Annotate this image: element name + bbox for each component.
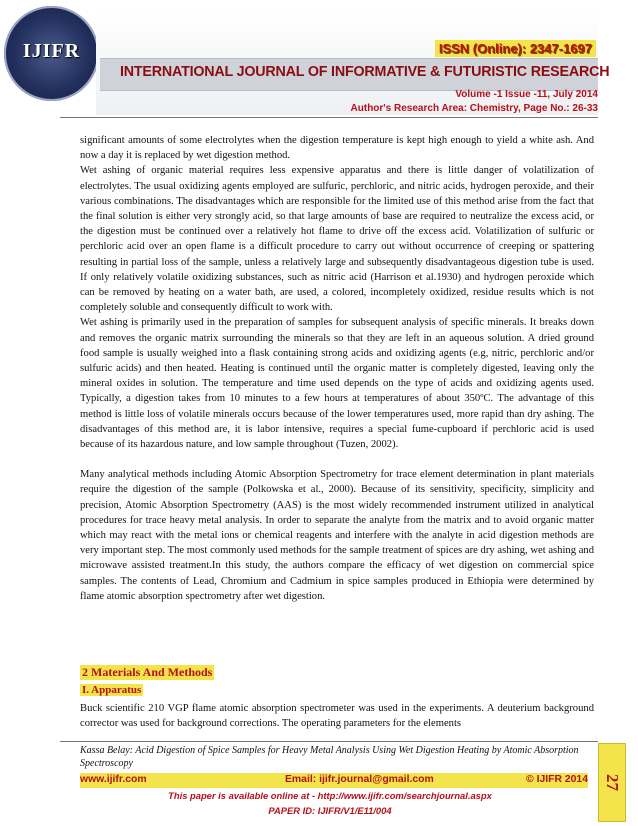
footer-citation: Kassa Belay: Acid Digestion of Spice Samples for Heavy Metal Analysis Using Wet Digestion Heating by Atomic Absorption Spectroscopy [80,745,579,769]
journal-logo [4,6,99,101]
journal-title: INTERNATIONAL JOURNAL OF INFORMATIVE & FUTURISTIC RESEARCH [120,64,610,80]
apparatus-text [80,701,594,731]
volume-issue: Volume -1 Issue -11, July 2014 [455,89,598,100]
online-note: This paper is available online at - http://www.ijifr.com/searchjournal.aspx [168,790,492,801]
subsection-heading: I. Apparatus [82,684,142,696]
header-divider [60,117,598,118]
page-number-box [598,743,626,822]
paragraph: Buck scientific 210 VGP flame atomic absorption spectrometer was used in the experiments. A deuterium background corrector was used for background corrections. The operating parameters for the elements [80,703,594,730]
paper-id: PAPER ID: IJIFR/V1/E11/004 [268,805,392,816]
article-body [80,133,594,604]
paragraph: Wet ashing of organic material requires less expensive apparatus and there is little danger of volatilization of electrolytes. The usual oxidizing agents employed are sulfuric, perchloric, and nitric acids, hydrogen peroxide, and their various combinations. The disadvantages which are responsible for the limited use of this method arise from the fact that the final solution is either very strongly acid, so that large amounts of base are required to neutralize the excess acid, or the digestion must be continued over a relatively hot flame to drive off the excess acid. Volatilization of sulfuric or perchloric acid over an open flame is a difficult procedure to carry out without occurrence of creeping or spattering resulting in partial loss of the sample, unless a relatively large and subsequently disadvantageous digestion tube is used. If only relatively volatile oxidizing substances, such as nitric acid (Harrison et al.1930) and hydrogen peroxide which can be removed by heating on a water bath, are used, a colored, incompletely oxidized, residue results which is not completely soluble and consequently difficult to work with. [80,165,594,314]
logo-text: IJIFR [22,40,81,62]
issn-badge: ISSN (Online): 2347-1697 [435,40,596,57]
paragraph: significant amounts of some electrolytes when the digestion temperature is kept high enough to yield a white ash. And now a day it is replaced by wet digestion method. [80,135,594,162]
paragraph: Wet ashing is primarily used in the preparation of samples for subsequent analysis of specific minerals. It breaks down and removes the organic matrix surrounding the minerals so that they are left in an aqueous solution. A dried ground food sample is usually weighed into a flask containing strong acids and oxidizing agents (e.g, nitric, perchloric and/or sulfuric acids) and then heated. Heating is continued until the organic matter is completely digested, leaving only the mineral oxides in solution. The temperature and time used depends on the type of acids and oxidizing agents used. Typically, a digestion takes from 10 minutes to a few hours at temperatures of about 350ºC. The advantage of this method is little loss of volatile minerals occurs because of the lower temperatures used, more rapid than dry ashing. The disadvantages of this method are, it is labor intensive, requires a special fume-cupboard if perchloric acid is used because of its hazardous nature, and low sample throughout (Tuzen, 2002). [80,317,594,451]
paragraph: Many analytical methods including Atomic Absorption Spectrometry for trace element determination in plant materials require the digestion of the sample (Polkowska et al., 2000). Because of its sensitivity, specificity, simplicity and precision, Atomic Absorption Spectrometry (AAS) is the most widely recommended instrument utilized in analytical procedures for trace heavy metal analysis. In order to separate the analyte from the matrix and to avoid organic matter which may react with the metal ions or chemical reagents and interfere with the analyte in acid digestion methods are very important step. The most commonly used methods for the sample treatment of spices are dry ashing, wet ashing and microwave assisted treatment.In this study, the authors compare the efficacy of wet digestion on commercial spice samples. The contents of Lead, Chromium and Cadmium in spice samples produced in Ethiopia were determined by flame atomic absorption spectrometry after wet digestion. [80,469,594,602]
footer-bar [80,773,588,788]
footer-divider [60,741,598,742]
copyright: © IJIFR 2014 [526,774,588,785]
research-area: Author's Research Area: Chemistry, Page No.: 26-33 [350,103,598,114]
section-heading: 2 Materials And Methods [82,665,213,679]
email-link[interactable]: Email: ijifr.journal@gmail.com [285,774,434,785]
page-number: 27 [603,774,622,791]
website-link[interactable]: www.ijifr.com [80,774,147,785]
